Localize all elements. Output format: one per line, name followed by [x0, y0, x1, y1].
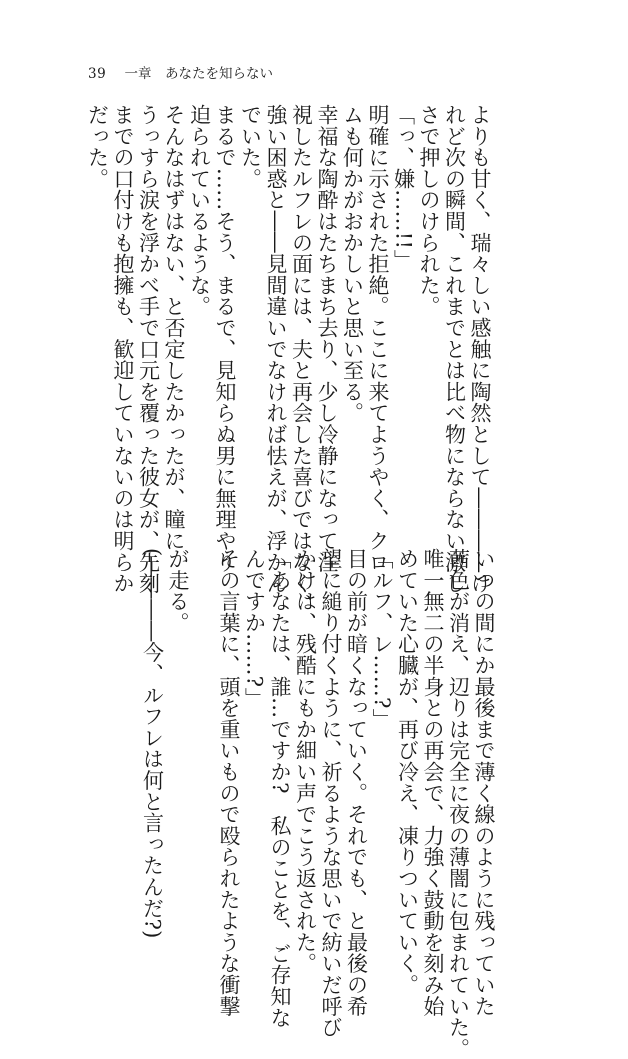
text-line: までの口付けも抱擁も、歓迎していないのは明らか	[111, 104, 135, 594]
text-line: (――――今、ルフレは何と言ったんだ?)	[140, 548, 165, 939]
text-line: よりも甘く、瑞々しい感触に陶然として――――け	[468, 104, 492, 594]
text-line: 幸福な陶酔はたちまち去り、少し冷静になって注	[315, 104, 339, 573]
text-line: 茜色が消え、辺りは完全に夜の薄闇に包まれていた。	[446, 548, 471, 1059]
text-line: さで押しのけられた。	[417, 104, 441, 317]
text-line: 視したルフレの面には、夫と再会した喜びではなく、	[289, 104, 314, 616]
text-line: そんなはずはない、と否定したかったが、瞳に	[162, 104, 186, 552]
text-line: うっすら涙を浮かべ手で口元を覆った彼女が、先刻	[136, 104, 161, 594]
text-line: まるで……そう、まるで、見知らぬ男に無理やり	[213, 104, 237, 573]
text-line: 唯一無二の半身との再会で、力強く鼓動を刻み始	[421, 548, 445, 1017]
text-line: その言葉に、頭を重いもので殴られたような衝撃	[217, 548, 241, 1017]
text-line: 目の前が暗くなっていく。それでも、と最後の希	[344, 548, 369, 1017]
page-number: 39	[88, 66, 107, 82]
lower-text-block	[114, 548, 497, 1059]
text-line: めていた心臓が、再び冷え、凍りついていく。	[395, 548, 420, 996]
text-line: んですか……?」	[242, 548, 267, 709]
text-line: れど次の瞬間、これまでとは比べ物にならない激し	[442, 104, 467, 594]
text-line: でいた。	[238, 104, 263, 190]
text-line: 強い困惑と――見間違いでなければ怯えが、浮かん	[264, 104, 288, 594]
text-line: いつの間にか最後まで薄く線のように残っていた	[472, 548, 496, 1017]
text-line: 「っ、嫌……!!」	[391, 104, 416, 271]
text-line: だった。	[85, 104, 110, 190]
text-line: 明確に示された拒絶。ここに来てようやく、クロ	[366, 104, 390, 573]
text-line: かけは、残酷にもか細い声でこう返された。	[293, 548, 318, 974]
text-line: 「ルフ、レ……?」	[370, 548, 394, 730]
chapter-title: 一章 あなたを知らない	[124, 66, 273, 82]
text-line: 「あなたは、誰…ですか? 私のことを、ご存知な	[268, 548, 292, 1029]
running-header	[88, 62, 273, 82]
text-line: ムも何かがおかしいと思い至る。	[340, 104, 365, 424]
text-line: 望に縋り付くように、祈るような思いで紡いだ呼び	[319, 548, 343, 1038]
text-line: が走る。	[166, 548, 190, 634]
text-line: 迫られているような。	[187, 104, 212, 317]
